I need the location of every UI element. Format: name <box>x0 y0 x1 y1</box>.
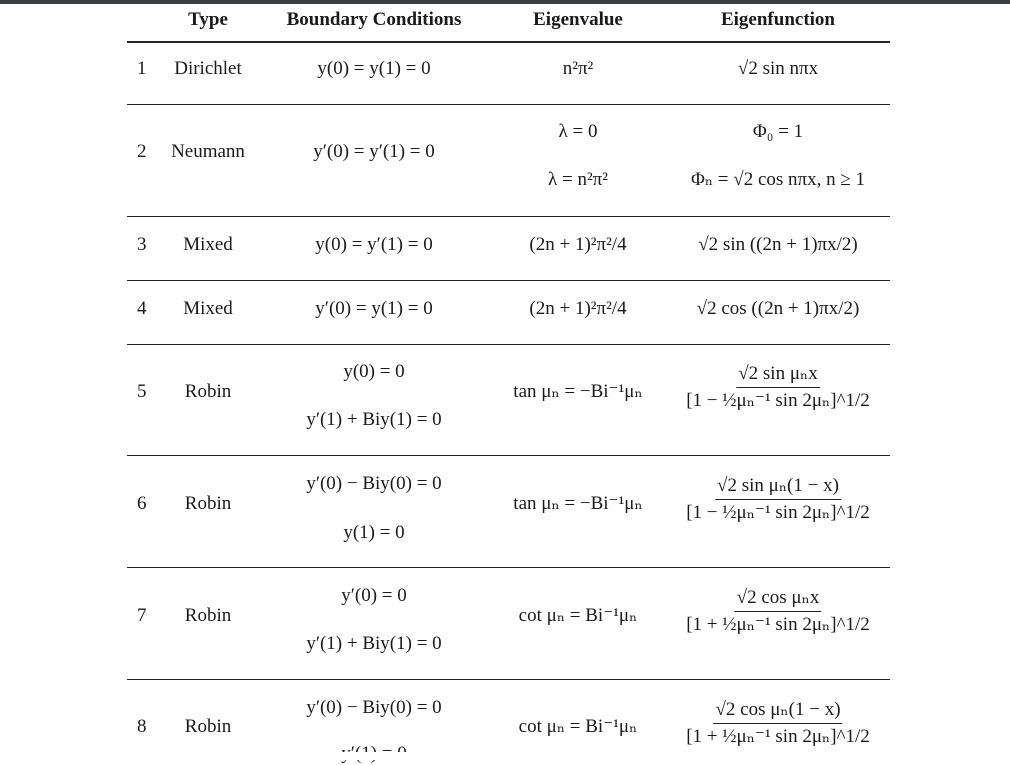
eigenvalue: cot μₙ = Bi⁻¹μₙ <box>518 605 638 626</box>
fraction-denominator: [1 − ½μₙ⁻¹ sin 2μₙ]^1/2 <box>686 502 870 523</box>
window-top-bar <box>0 0 1010 4</box>
boundary-condition: y′(0) = y′(1) = 0 <box>313 141 435 162</box>
boundary-condition: y(0) = y′(1) = 0 <box>315 234 433 255</box>
row-type: Robin <box>184 493 232 514</box>
row-type: Robin <box>184 381 232 402</box>
row-number: 6 <box>137 493 147 514</box>
eigenfunction: √2 cos ((2n + 1)πx/2) <box>696 298 860 319</box>
row-number: 5 <box>137 381 147 402</box>
row-type: Robin <box>184 605 232 626</box>
eigenfunction <box>686 587 870 636</box>
row-rule <box>127 280 890 281</box>
fraction-denominator: [1 − ½μₙ⁻¹ sin 2μₙ]^1/2 <box>686 390 870 411</box>
boundary-condition: y(0) = 0 <box>343 361 405 382</box>
header-boundary-conditions: Boundary Conditions <box>286 9 462 30</box>
boundary-condition: y′(0) = y(1) = 0 <box>315 298 433 319</box>
fraction-numerator: √2 sin μₙx <box>736 363 820 388</box>
fraction-denominator: [1 + ½μₙ⁻¹ sin 2μₙ]^1/2 <box>686 726 870 747</box>
row-number: 1 <box>137 58 147 79</box>
fraction-numerator: √2 cos μₙ(1 − x) <box>713 699 842 724</box>
eigenvalue: n²π² <box>562 58 594 79</box>
row-number: 2 <box>137 141 147 162</box>
row-rule <box>127 455 890 456</box>
row-rule <box>127 567 890 568</box>
row-number: 8 <box>137 716 147 737</box>
boundary-condition: y(0) = y(1) = 0 <box>317 58 431 79</box>
header-eigenfunction: Eigenfunction <box>720 9 836 30</box>
row-number: 4 <box>137 298 147 319</box>
eigenfunction <box>686 699 870 748</box>
eigenfunction <box>686 363 870 412</box>
boundary-condition: y′(1) + Biy(1) = 0 <box>306 633 442 654</box>
eigenfunction-fraction <box>686 363 870 412</box>
eigenvalue: tan μₙ = −Bi⁻¹μₙ <box>513 381 643 402</box>
eigenvalue: λ = n²π² <box>548 169 608 190</box>
fraction-numerator: √2 sin μₙ(1 − x) <box>715 475 841 500</box>
row-rule <box>127 679 890 680</box>
header-type: Type <box>188 9 228 30</box>
eigenvalue: tan μₙ = −Bi⁻¹μₙ <box>513 493 643 514</box>
row-type: Dirichlet <box>174 58 242 79</box>
row-type: Robin <box>184 716 232 737</box>
boundary-condition: y′(0) − Biy(0) = 0 <box>306 473 442 494</box>
row-type: Mixed <box>183 234 233 255</box>
eigenvalue: (2n + 1)²π²/4 <box>529 298 627 319</box>
row-rule <box>127 216 890 217</box>
boundary-condition: y′(0) − Biy(0) = 0 <box>306 697 442 718</box>
boundary-condition: y′(0) = 0 <box>341 585 407 606</box>
eigenfunction-fraction <box>686 587 870 636</box>
header-eigenvalue: Eigenvalue <box>533 9 623 30</box>
eigenfunction-fraction <box>686 475 870 524</box>
eigenfunction-fraction <box>686 699 870 748</box>
eigenfunction: Φₙ = √2 cos nπx, n ≥ 1 <box>690 169 866 190</box>
viewport-cutoff <box>0 752 1010 760</box>
header-rule <box>127 41 890 43</box>
eigenfunction: √2 sin ((2n + 1)πx/2) <box>698 234 858 255</box>
eigenfunction <box>686 475 870 524</box>
row-number: 7 <box>137 605 147 626</box>
fraction-denominator: [1 + ½μₙ⁻¹ sin 2μₙ]^1/2 <box>686 614 870 635</box>
eigenvalue: (2n + 1)²π²/4 <box>529 234 627 255</box>
fraction-numerator: √2 cos μₙx <box>735 587 822 612</box>
row-rule <box>127 104 890 105</box>
boundary-condition: y′(1) + Biy(1) = 0 <box>306 409 442 430</box>
eigenfunction: Φ₀ = 1 <box>752 121 804 142</box>
eigenfunction: √2 sin nπx <box>737 58 819 79</box>
row-type: Mixed <box>183 298 233 319</box>
eigenvalue: cot μₙ = Bi⁻¹μₙ <box>518 716 638 737</box>
row-rule <box>127 344 890 345</box>
row-type: Neumann <box>171 141 245 162</box>
eigenvalue: λ = 0 <box>558 121 598 142</box>
row-number: 3 <box>137 234 147 255</box>
boundary-condition: y(1) = 0 <box>343 522 405 543</box>
